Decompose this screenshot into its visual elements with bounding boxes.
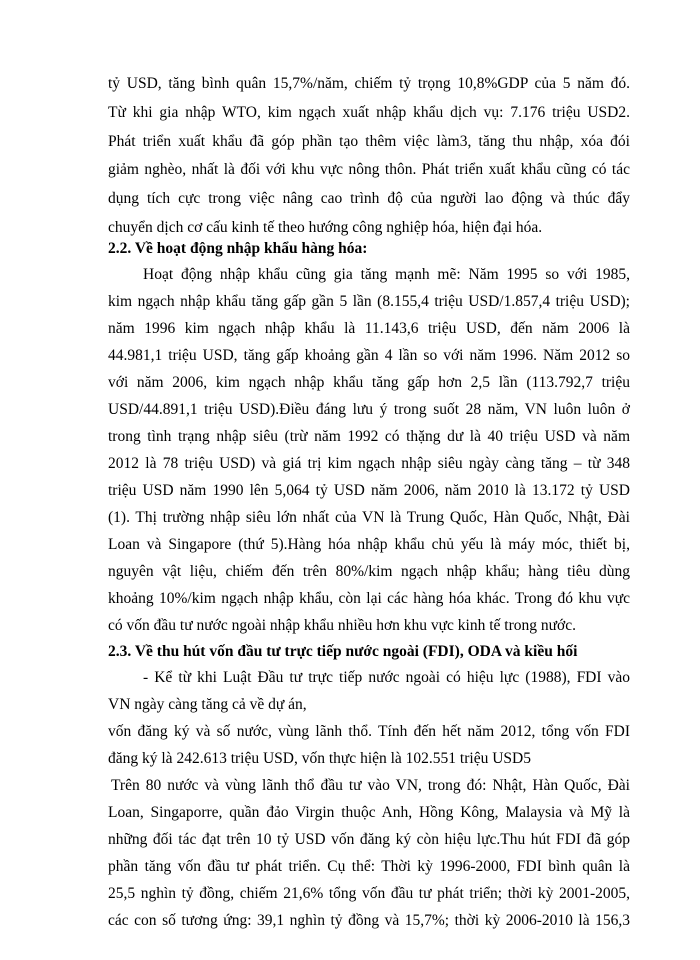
text-line: phần tăng vốn đầu tư phát triển. Cụ thể: Thời kỳ 1996-2000, FDI bình quân là bbox=[108, 858, 630, 875]
text-line: - Kể từ khi Luật Đầu tư trực tiếp nước ngoài có hiệu lực (1988), FDI vào bbox=[143, 669, 630, 686]
text-line: vốn đăng ký và số nước, vùng lãnh thổ. Tính đến hết năm 2012, tổng vốn FDI bbox=[108, 723, 630, 740]
text-line: có vốn đầu tư nước ngoài nhập khẩu nhiều hơn khu vực kinh tế trong nước. bbox=[108, 617, 576, 634]
text-line: đăng ký là 242.613 triệu USD, vốn thực hiện là 102.551 triệu USD5 bbox=[108, 750, 531, 767]
text-line: Trên 80 nước và vùng lãnh thổ đầu tư vào VN, trong đó: Nhật, Hàn Quốc, Đài bbox=[111, 777, 630, 794]
text-line: (1). Thị trường nhập siêu lớn nhất của VN là Trung Quốc, Hàn Quốc, Nhật, Đài bbox=[108, 509, 630, 526]
text-line: Hoạt động nhập khẩu cũng gia tăng mạnh mẽ: Năm 1995 so với 1985, bbox=[143, 266, 630, 283]
text-line: 25,5 nghìn tỷ đồng, chiếm 21,6% tổng vốn đầu tư phát triển; thời kỳ 2001-2005, bbox=[108, 885, 630, 902]
text-line: trong tình trạng nhập siêu (trừ năm 1992 có thặng dư là 40 triệu USD và năm bbox=[108, 428, 630, 445]
text-line: khoảng 10%/kim ngạch nhập khẩu, còn lại các hàng hóa khác. Trong đó khu vực bbox=[108, 590, 630, 607]
text-line: 2012 là 78 triệu USD) và giá trị kim ngạch nhập siêu ngày càng tăng – từ 348 bbox=[108, 455, 630, 472]
text-line: triệu USD năm 1990 lên 5,064 tỷ USD năm 2006, năm 2010 là 13.172 tỷ USD bbox=[108, 482, 630, 499]
text-line: giảm nghèo, nhất là đối với khu vực nông thôn. Phát triển xuất khẩu cũng có tác bbox=[108, 161, 630, 178]
text-line: tỷ USD, tăng bình quân 15,7%/năm, chiếm tỷ trọng 10,8%GDP của 5 năm đó. bbox=[108, 75, 630, 92]
text-line: với năm 2006, kim ngạch nhập khẩu tăng gấp hơn 2,5 lần (113.792,7 triệu bbox=[108, 374, 630, 391]
text-line: dụng tích cực trong việc nâng cao trình độ của người lao động và thúc đẩy bbox=[108, 190, 630, 207]
text-line: chuyển dịch cơ cấu kinh tế theo hướng công nghiệp hóa, hiện đại hóa. bbox=[108, 219, 543, 236]
text-line: kim ngạch nhập khẩu tăng gấp gần 5 lần (8.155,4 triệu USD/1.857,4 triệu USD); bbox=[108, 293, 630, 310]
section-heading-2-3: 2.3. Về thu hút vốn đầu tư trực tiếp nước ngoài (FDI), ODA và kiều hối bbox=[108, 643, 578, 660]
text-line: VN ngày càng tăng cả về dự án, bbox=[108, 696, 307, 713]
text-line: Loan và Singapore (thứ 5).Hàng hóa nhập khẩu chủ yếu là máy móc, thiết bị, bbox=[108, 536, 630, 553]
text-line: các con số tương ứng: 39,1 nghìn tỷ đồng và 15,7%; thời kỳ 2006-2010 là 156,3 bbox=[108, 912, 630, 929]
text-line: Từ khi gia nhập WTO, kim ngạch xuất nhập khẩu dịch vụ: 7.176 triệu USD2. bbox=[108, 104, 630, 121]
section-heading-2-2: 2.2. Về hoạt động nhập khẩu hàng hóa: bbox=[108, 240, 368, 257]
text-line: nguyên vật liệu, chiếm đến trên 80%/kim ngạch nhập khẩu; hàng tiêu dùng bbox=[108, 563, 630, 580]
text-line: những đối tác đạt trên 10 tỷ USD vốn đăng ký còn hiệu lực.Thu hút FDI đã góp bbox=[108, 831, 630, 848]
text-line: Loan, Singaporre, quần đảo Virgin thuộc Anh, Hồng Kông, Malaysia và Mỹ là bbox=[108, 804, 630, 821]
text-line: 44.981,1 triệu USD, tăng gấp khoảng gần 4 lần so với năm 1996. Năm 2012 so bbox=[108, 347, 630, 364]
text-line: Phát triển xuất khẩu đã góp phần tạo thêm việc làm3, tăng thu nhập, xóa đói bbox=[108, 133, 630, 150]
text-line: năm 1996 kim ngạch nhập khẩu là 11.143,6 triệu USD, đến năm 2006 là bbox=[108, 320, 630, 337]
text-line: USD/44.891,1 triệu USD).Điều đáng lưu ý trong suốt 28 năm, VN luôn luôn ở bbox=[108, 401, 630, 418]
